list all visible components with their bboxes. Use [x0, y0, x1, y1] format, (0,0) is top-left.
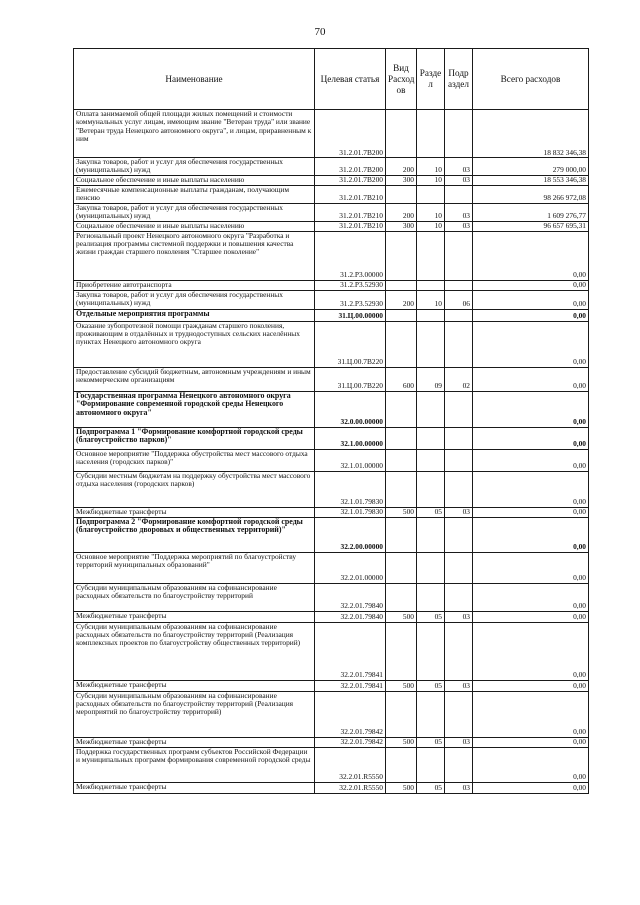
- row-name: Закупка товаров, работ и услуг для обеспечения государственных (муниципальных) нужд: [74, 158, 315, 176]
- row-name: Основное мероприятие "Поддержка обустройства мест массового отдыха населения (городских парков)": [74, 449, 315, 471]
- row-expense-type: 200: [386, 203, 417, 221]
- row-target-article: 31.Ц.00.00000: [315, 309, 386, 321]
- row-total-expenses: 0,00: [473, 507, 589, 517]
- row-section: 05: [417, 782, 445, 793]
- row-name: Поддержка государственных программ субъектов Российской Федерации и муниципальных программ формирования современной городской среды: [74, 747, 315, 782]
- row-section: 05: [417, 611, 445, 622]
- header-section: Разде л: [417, 49, 445, 110]
- row-expense-type: [386, 321, 417, 367]
- row-target-article: 31.2.01.7В210: [315, 221, 386, 231]
- header-name: Наименование: [74, 49, 315, 110]
- row-subsection: [445, 110, 473, 158]
- row-subsection: 03: [445, 158, 473, 176]
- row-section: 05: [417, 680, 445, 691]
- row-target-article: 31.2.01.7В210: [315, 203, 386, 221]
- row-total-expenses: 0,00: [473, 622, 589, 680]
- table-row: [74, 747, 589, 782]
- row-expense-type: [386, 517, 417, 552]
- table-row: [74, 622, 589, 680]
- row-section: [417, 231, 445, 280]
- row-name: Субсидии местным бюджетам на поддержку обустройства мест массового отдыха населения (городских парков): [74, 471, 315, 507]
- row-name: Межбюджетные трансферты: [74, 737, 315, 747]
- table-row: [74, 517, 589, 552]
- row-subsection: 06: [445, 290, 473, 309]
- row-section: 10: [417, 221, 445, 231]
- row-name: Государственная программа Ненецкого автономного округа "Формирование современной городской среды Ненецкого автономного округа": [74, 391, 315, 427]
- row-subsection: 03: [445, 782, 473, 793]
- row-total-expenses: 0,00: [473, 231, 589, 280]
- header-subsection: Подр аздел: [445, 49, 473, 110]
- row-subsection: [445, 427, 473, 449]
- row-subsection: [445, 280, 473, 290]
- row-total-expenses: 0,00: [473, 321, 589, 367]
- row-section: 10: [417, 158, 445, 176]
- row-total-expenses: 96 657 695,31: [473, 221, 589, 231]
- row-subsection: [445, 552, 473, 583]
- table-row: [74, 552, 589, 583]
- header-expense-type: Вид Расход ов: [386, 49, 417, 110]
- table-body: [74, 110, 589, 794]
- row-total-expenses: 1 609 276,77: [473, 203, 589, 221]
- row-name: Ежемесячные компенсационные выплаты гражданам, получающим пенсию: [74, 185, 315, 203]
- table-row: [74, 367, 589, 391]
- row-section: 05: [417, 507, 445, 517]
- row-subsection: [445, 231, 473, 280]
- row-target-article: 31.2.01.7В200: [315, 175, 386, 185]
- row-total-expenses: 18 553 346,38: [473, 175, 589, 185]
- row-section: [417, 691, 445, 737]
- row-total-expenses: 18 832 346,38: [473, 110, 589, 158]
- row-target-article: 32.2.01.79841: [315, 680, 386, 691]
- row-target-article: 32.2.01.79842: [315, 737, 386, 747]
- row-total-expenses: 0,00: [473, 552, 589, 583]
- table-row: [74, 309, 589, 321]
- row-target-article: 32.2.00.00000: [315, 517, 386, 552]
- row-target-article: 32.2.01.79840: [315, 611, 386, 622]
- row-target-article: 31.2.01.7В200: [315, 158, 386, 176]
- row-name: Предоставление субсидий бюджетным, автономным учреждениям и иным некоммерческим организациям: [74, 367, 315, 391]
- row-target-article: 32.2.01.79841: [315, 622, 386, 680]
- row-total-expenses: 279 000,00: [473, 158, 589, 176]
- row-expense-type: 300: [386, 221, 417, 231]
- row-target-article: 31.2.Р3.52930: [315, 280, 386, 290]
- row-name: Оплата занимаемой общей площади жилых помещений и стоимости коммунальных услуг лицам, имеющим звание "Ветеран труда" или звание "Ветеран труда Ненецкого автономного округа", и лицам, приравненным к ним: [74, 110, 315, 158]
- row-section: 09: [417, 367, 445, 391]
- row-total-expenses: 0,00: [473, 427, 589, 449]
- row-subsection: [445, 583, 473, 611]
- page-number: 70: [314, 26, 326, 38]
- row-total-expenses: 0,00: [473, 290, 589, 309]
- row-section: [417, 517, 445, 552]
- row-total-expenses: 0,00: [473, 782, 589, 793]
- row-section: [417, 471, 445, 507]
- table-row: [74, 221, 589, 231]
- row-subsection: [445, 321, 473, 367]
- row-total-expenses: 0,00: [473, 583, 589, 611]
- row-total-expenses: 0,00: [473, 737, 589, 747]
- expenditure-table: [73, 48, 589, 794]
- row-total-expenses: 0,00: [473, 611, 589, 622]
- row-subsection: [445, 471, 473, 507]
- row-subsection: [445, 391, 473, 427]
- row-expense-type: [386, 231, 417, 280]
- row-expense-type: [386, 552, 417, 583]
- row-target-article: 32.2.01.R5550: [315, 747, 386, 782]
- row-target-article: 32.2.01.00000: [315, 552, 386, 583]
- table-row: [74, 507, 589, 517]
- row-name: Межбюджетные трансферты: [74, 782, 315, 793]
- row-subsection: 03: [445, 507, 473, 517]
- row-expense-type: 500: [386, 737, 417, 747]
- row-expense-type: [386, 747, 417, 782]
- row-section: [417, 391, 445, 427]
- header-total-expenses: Всего расходов: [473, 49, 589, 110]
- row-name: Отдельные мероприятия программы: [74, 309, 315, 321]
- table-row: [74, 321, 589, 367]
- row-expense-type: [386, 391, 417, 427]
- row-subsection: [445, 517, 473, 552]
- row-subsection: [445, 691, 473, 737]
- table-row: [74, 158, 589, 176]
- row-section: [417, 309, 445, 321]
- row-subsection: 03: [445, 175, 473, 185]
- row-section: [417, 321, 445, 367]
- row-name: Социальное обеспечение и иные выплаты населению: [74, 221, 315, 231]
- row-expense-type: 200: [386, 290, 417, 309]
- row-section: 10: [417, 175, 445, 185]
- table-row: [74, 110, 589, 158]
- row-target-article: 32.0.00.00000: [315, 391, 386, 427]
- row-expense-type: [386, 449, 417, 471]
- row-name: Подпрограмма 2 "Формирование комфортной городской среды (благоустройство дворовых и общественных территорий)": [74, 517, 315, 552]
- row-name: Основное мероприятие "Поддержка мероприятий по благоустройству территорий муниципальных образований": [74, 552, 315, 583]
- row-expense-type: [386, 309, 417, 321]
- table-row: [74, 737, 589, 747]
- row-expense-type: 300: [386, 175, 417, 185]
- row-expense-type: 200: [386, 158, 417, 176]
- row-target-article: 32.1.01.79830: [315, 507, 386, 517]
- row-total-expenses: 0,00: [473, 691, 589, 737]
- row-expense-type: [386, 427, 417, 449]
- row-name: Субсидии муниципальным образованиям на софинансирование расходных обязательств по благоустройству территорий: [74, 583, 315, 611]
- table-row: [74, 583, 589, 611]
- row-name: Социальное обеспечение и иные выплаты населению: [74, 175, 315, 185]
- row-target-article: 32.1.00.00000: [315, 427, 386, 449]
- table-row: [74, 471, 589, 507]
- table-row: [74, 280, 589, 290]
- row-expense-type: [386, 110, 417, 158]
- row-target-article: 32.2.01.79840: [315, 583, 386, 611]
- table-row: [74, 449, 589, 471]
- row-section: [417, 449, 445, 471]
- row-total-expenses: 0,00: [473, 391, 589, 427]
- row-name: Субсидии муниципальным образованиям на софинансирование расходных обязательств по благоустройству территорий (Реализация мероприятий по благоустройству территорий): [74, 691, 315, 737]
- row-section: 10: [417, 290, 445, 309]
- row-target-article: 32.1.01.00000: [315, 449, 386, 471]
- table-row: [74, 611, 589, 622]
- row-expense-type: 600: [386, 367, 417, 391]
- row-name: Закупка товаров, работ и услуг для обеспечения государственных (муниципальных) нужд: [74, 290, 315, 309]
- row-target-article: 31.2.01.7В210: [315, 185, 386, 203]
- row-subsection: 03: [445, 203, 473, 221]
- row-name: Межбюджетные трансферты: [74, 611, 315, 622]
- table-row: [74, 427, 589, 449]
- row-section: 05: [417, 737, 445, 747]
- row-subsection: [445, 449, 473, 471]
- row-name: Межбюджетные трансферты: [74, 507, 315, 517]
- row-expense-type: 500: [386, 507, 417, 517]
- row-section: [417, 185, 445, 203]
- header-target-article: Целевая статья: [315, 49, 386, 110]
- row-subsection: 03: [445, 221, 473, 231]
- row-total-expenses: 0,00: [473, 471, 589, 507]
- row-total-expenses: 0,00: [473, 367, 589, 391]
- row-expense-type: 500: [386, 611, 417, 622]
- row-name: Приобретение автотранспорта: [74, 280, 315, 290]
- row-section: [417, 280, 445, 290]
- row-name: Субсидии муниципальным образованиям на софинансирование расходных обязательств по благоустройству территорий (Реализация комплексных проектов по благоустройству общественных территорий): [74, 622, 315, 680]
- row-target-article: 31.2.01.7В200: [315, 110, 386, 158]
- table-row: [74, 391, 589, 427]
- row-expense-type: [386, 280, 417, 290]
- row-target-article: 31.Ц.00.7В220: [315, 321, 386, 367]
- table-header-row: [74, 49, 589, 110]
- row-name: Подпрограмма 1 "Формирование комфортной городской среды (благоустройство парков)": [74, 427, 315, 449]
- row-total-expenses: 0,00: [473, 747, 589, 782]
- row-target-article: 31.2.Р3.00000: [315, 231, 386, 280]
- row-target-article: 32.2.01.79842: [315, 691, 386, 737]
- row-total-expenses: 0,00: [473, 280, 589, 290]
- table-row: [74, 185, 589, 203]
- row-name: Региональный проект Ненецкого автономного округа "Разработка и реализация программы системной поддержки и повышения качества жизни граждан старшего поколения "Старшее поколение": [74, 231, 315, 280]
- row-section: [417, 622, 445, 680]
- table-row: [74, 691, 589, 737]
- row-subsection: 03: [445, 611, 473, 622]
- table-row: [74, 203, 589, 221]
- row-section: [417, 110, 445, 158]
- row-subsection: 03: [445, 680, 473, 691]
- row-target-article: 32.2.01.R5550: [315, 782, 386, 793]
- row-name: Межбюджетные трансферты: [74, 680, 315, 691]
- row-subsection: [445, 747, 473, 782]
- row-total-expenses: 0,00: [473, 680, 589, 691]
- table-row: [74, 782, 589, 793]
- row-subsection: 02: [445, 367, 473, 391]
- row-expense-type: 500: [386, 680, 417, 691]
- table-row: [74, 231, 589, 280]
- row-total-expenses: 0,00: [473, 449, 589, 471]
- row-name: Закупка товаров, работ и услуг для обеспечения государственных (муниципальных) нужд: [74, 203, 315, 221]
- row-expense-type: [386, 691, 417, 737]
- row-subsection: [445, 185, 473, 203]
- row-name: Оказание зубопротезной помощи гражданам старшего поколения, проживающим в отдалённых и труднодоступных сельских населённых пунктах Ненецкого автономного округа: [74, 321, 315, 367]
- row-section: [417, 427, 445, 449]
- row-total-expenses: 0,00: [473, 517, 589, 552]
- table-row: [74, 680, 589, 691]
- table-row: [74, 175, 589, 185]
- row-expense-type: [386, 583, 417, 611]
- row-expense-type: [386, 622, 417, 680]
- row-section: [417, 747, 445, 782]
- row-section: [417, 552, 445, 583]
- row-subsection: [445, 309, 473, 321]
- row-expense-type: [386, 471, 417, 507]
- row-section: [417, 583, 445, 611]
- row-expense-type: 500: [386, 782, 417, 793]
- row-total-expenses: 98 266 972,08: [473, 185, 589, 203]
- row-target-article: 31.Ц.00.7В220: [315, 367, 386, 391]
- row-target-article: 31.2.Р3.52930: [315, 290, 386, 309]
- row-total-expenses: 0,00: [473, 309, 589, 321]
- row-expense-type: [386, 185, 417, 203]
- table-row: [74, 290, 589, 309]
- row-section: 10: [417, 203, 445, 221]
- row-subsection: 03: [445, 737, 473, 747]
- row-subsection: [445, 622, 473, 680]
- row-target-article: 32.1.01.79830: [315, 471, 386, 507]
